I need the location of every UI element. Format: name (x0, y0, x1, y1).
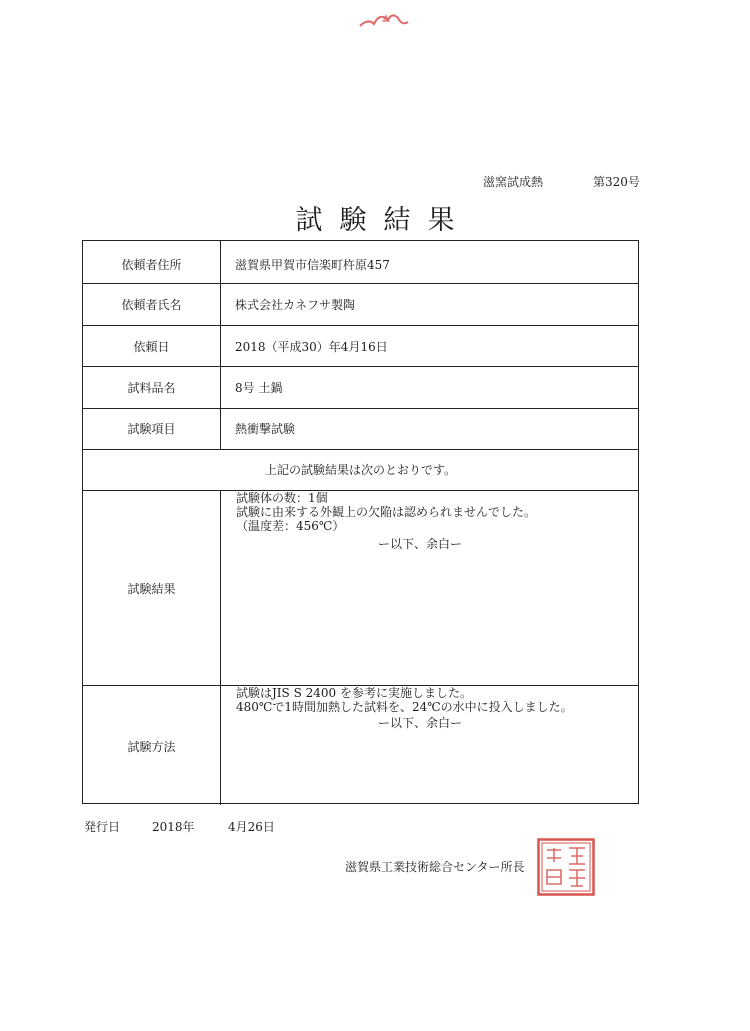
row-label-test-item: 試験項目 (127, 422, 176, 436)
official-seal-icon (537, 838, 595, 896)
method-line: 試験はJIS S 2400 を参考に実施しました。 (236, 686, 472, 700)
result-text (236, 491, 536, 533)
method-text (236, 686, 573, 714)
row-divider (83, 325, 638, 326)
row-value-sample: 8号 土鍋 (235, 381, 283, 395)
row-divider (83, 449, 638, 450)
document-number: 第320号 (593, 175, 640, 189)
row-divider (83, 408, 638, 409)
row-value-name: 株式会社カネフサ製陶 (235, 298, 356, 312)
results-table (82, 240, 639, 804)
method-line: 480℃で1時間加熱した試料を、24℃の水中に投入しました。 (236, 700, 573, 714)
row-label-request-date: 依頼日 (133, 340, 170, 354)
row-label-method: 試験方法 (127, 740, 176, 754)
row-value-request-date: 2018（平成30）年4月16日 (235, 340, 388, 354)
row-value-test-item: 熱衝撃試験 (235, 422, 296, 436)
document-code: 滋窯試成熱 (483, 175, 544, 189)
issue-date: 4月26日 (228, 820, 275, 834)
row-value-address: 滋賀県甲賀市信楽町杵原457 (235, 258, 390, 272)
red-mark-icon (352, 8, 422, 32)
issue-date-label: 発行日 (84, 820, 121, 834)
issue-year: 2018年 (152, 820, 195, 834)
result-line: 試験体の数：1個 (236, 491, 328, 505)
result-end-mark: ー以下、余白ー (378, 537, 463, 551)
row-divider (83, 366, 638, 367)
page-title: 試験結果 (295, 205, 472, 236)
row-divider (83, 283, 638, 284)
row-label-result: 試験結果 (127, 582, 176, 596)
result-line: 試験に由来する外観上の欠陥は認められませんでした。 (236, 505, 537, 519)
row-label-name: 依頼者氏名 (121, 298, 182, 312)
method-end-mark: ー以下、余白ー (378, 716, 463, 730)
issuer-name: 滋賀県工業技術総合センター所長 (345, 860, 525, 874)
notice-text: 上記の試験結果は次のとおりです。 (264, 463, 457, 477)
result-line: （温度差：456℃） (236, 519, 345, 533)
row-label-address: 依頼者住所 (121, 258, 182, 272)
row-label-sample: 試料品名 (127, 381, 176, 395)
column-divider (220, 241, 221, 449)
column-divider (220, 490, 221, 805)
